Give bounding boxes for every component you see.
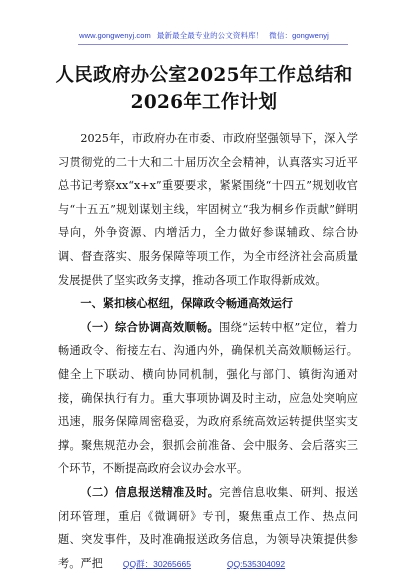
- document-body: [58, 127, 358, 575]
- item-2-text: 完善信息收集、研判、报送闭环管理，重启《微调研》专刊，聚焦重点工作、热点问题、突发事件，及时准确报送政务信息，为领导决策提供参考。严把: [58, 485, 358, 570]
- document-title: 人民政府办公室2025年工作总结和2026年工作计划: [55, 65, 353, 113]
- header-slogan: 最新最全最专业的公文资料库！: [156, 31, 264, 40]
- item-1-paragraph: [58, 316, 358, 481]
- item-1-text: 围绕“运转中枢”定位，着力畅通政令、衔接左右、沟通内外，确保机关高效顺畅运行。健全上下联动、横向协同机制，强化与部门、镇街沟通对接，确保执行有力。重大事项协调及时主动，应急处突响应迅速，服务保障周密稳妥，为政府系统高效运转提供坚实支撑。聚焦规范办会，狠抓会前准备、会中服务、会后落实三个环节，不断提高政府会议办会水平。: [58, 320, 358, 476]
- page-header: [0, 30, 408, 41]
- section-heading-1: 一、紧扣核心枢纽，保障政令畅通高效运行: [80, 297, 293, 311]
- footer-qq: QQ:535304092: [226, 559, 286, 569]
- footer-qq-group: QQ群：30265665: [122, 559, 191, 569]
- page-footer: [0, 558, 408, 570]
- intro-paragraph: 2025年，市政府办在市委、市政府坚强领导下，深入学习贯彻党的二十大和二十届历次全会精神，认真落实习近平总书记考察xx“x+x”重要要求，紧紧围绕“十四五”规划收官与“十五五”规划谋划主线，牢固树立“我为桐乡作贡献”鲜明导向，外争资源、内增活力，全力做好参谋辅政、综合协调、督查落实、服务保障等项工作，为全市经济社会高质量发展提供了坚实政务支撑，推动各项工作取得新成效。: [58, 132, 358, 287]
- header-site: www.gongwenyj.com: [79, 31, 151, 40]
- header-wechat: 微信：gongwenyj: [269, 31, 329, 40]
- item-1-heading: （一）综合协调高效顺畅。: [80, 320, 220, 334]
- item-2-heading: （二）信息报送精准及时。: [80, 485, 220, 499]
- header-divider: [78, 44, 348, 45]
